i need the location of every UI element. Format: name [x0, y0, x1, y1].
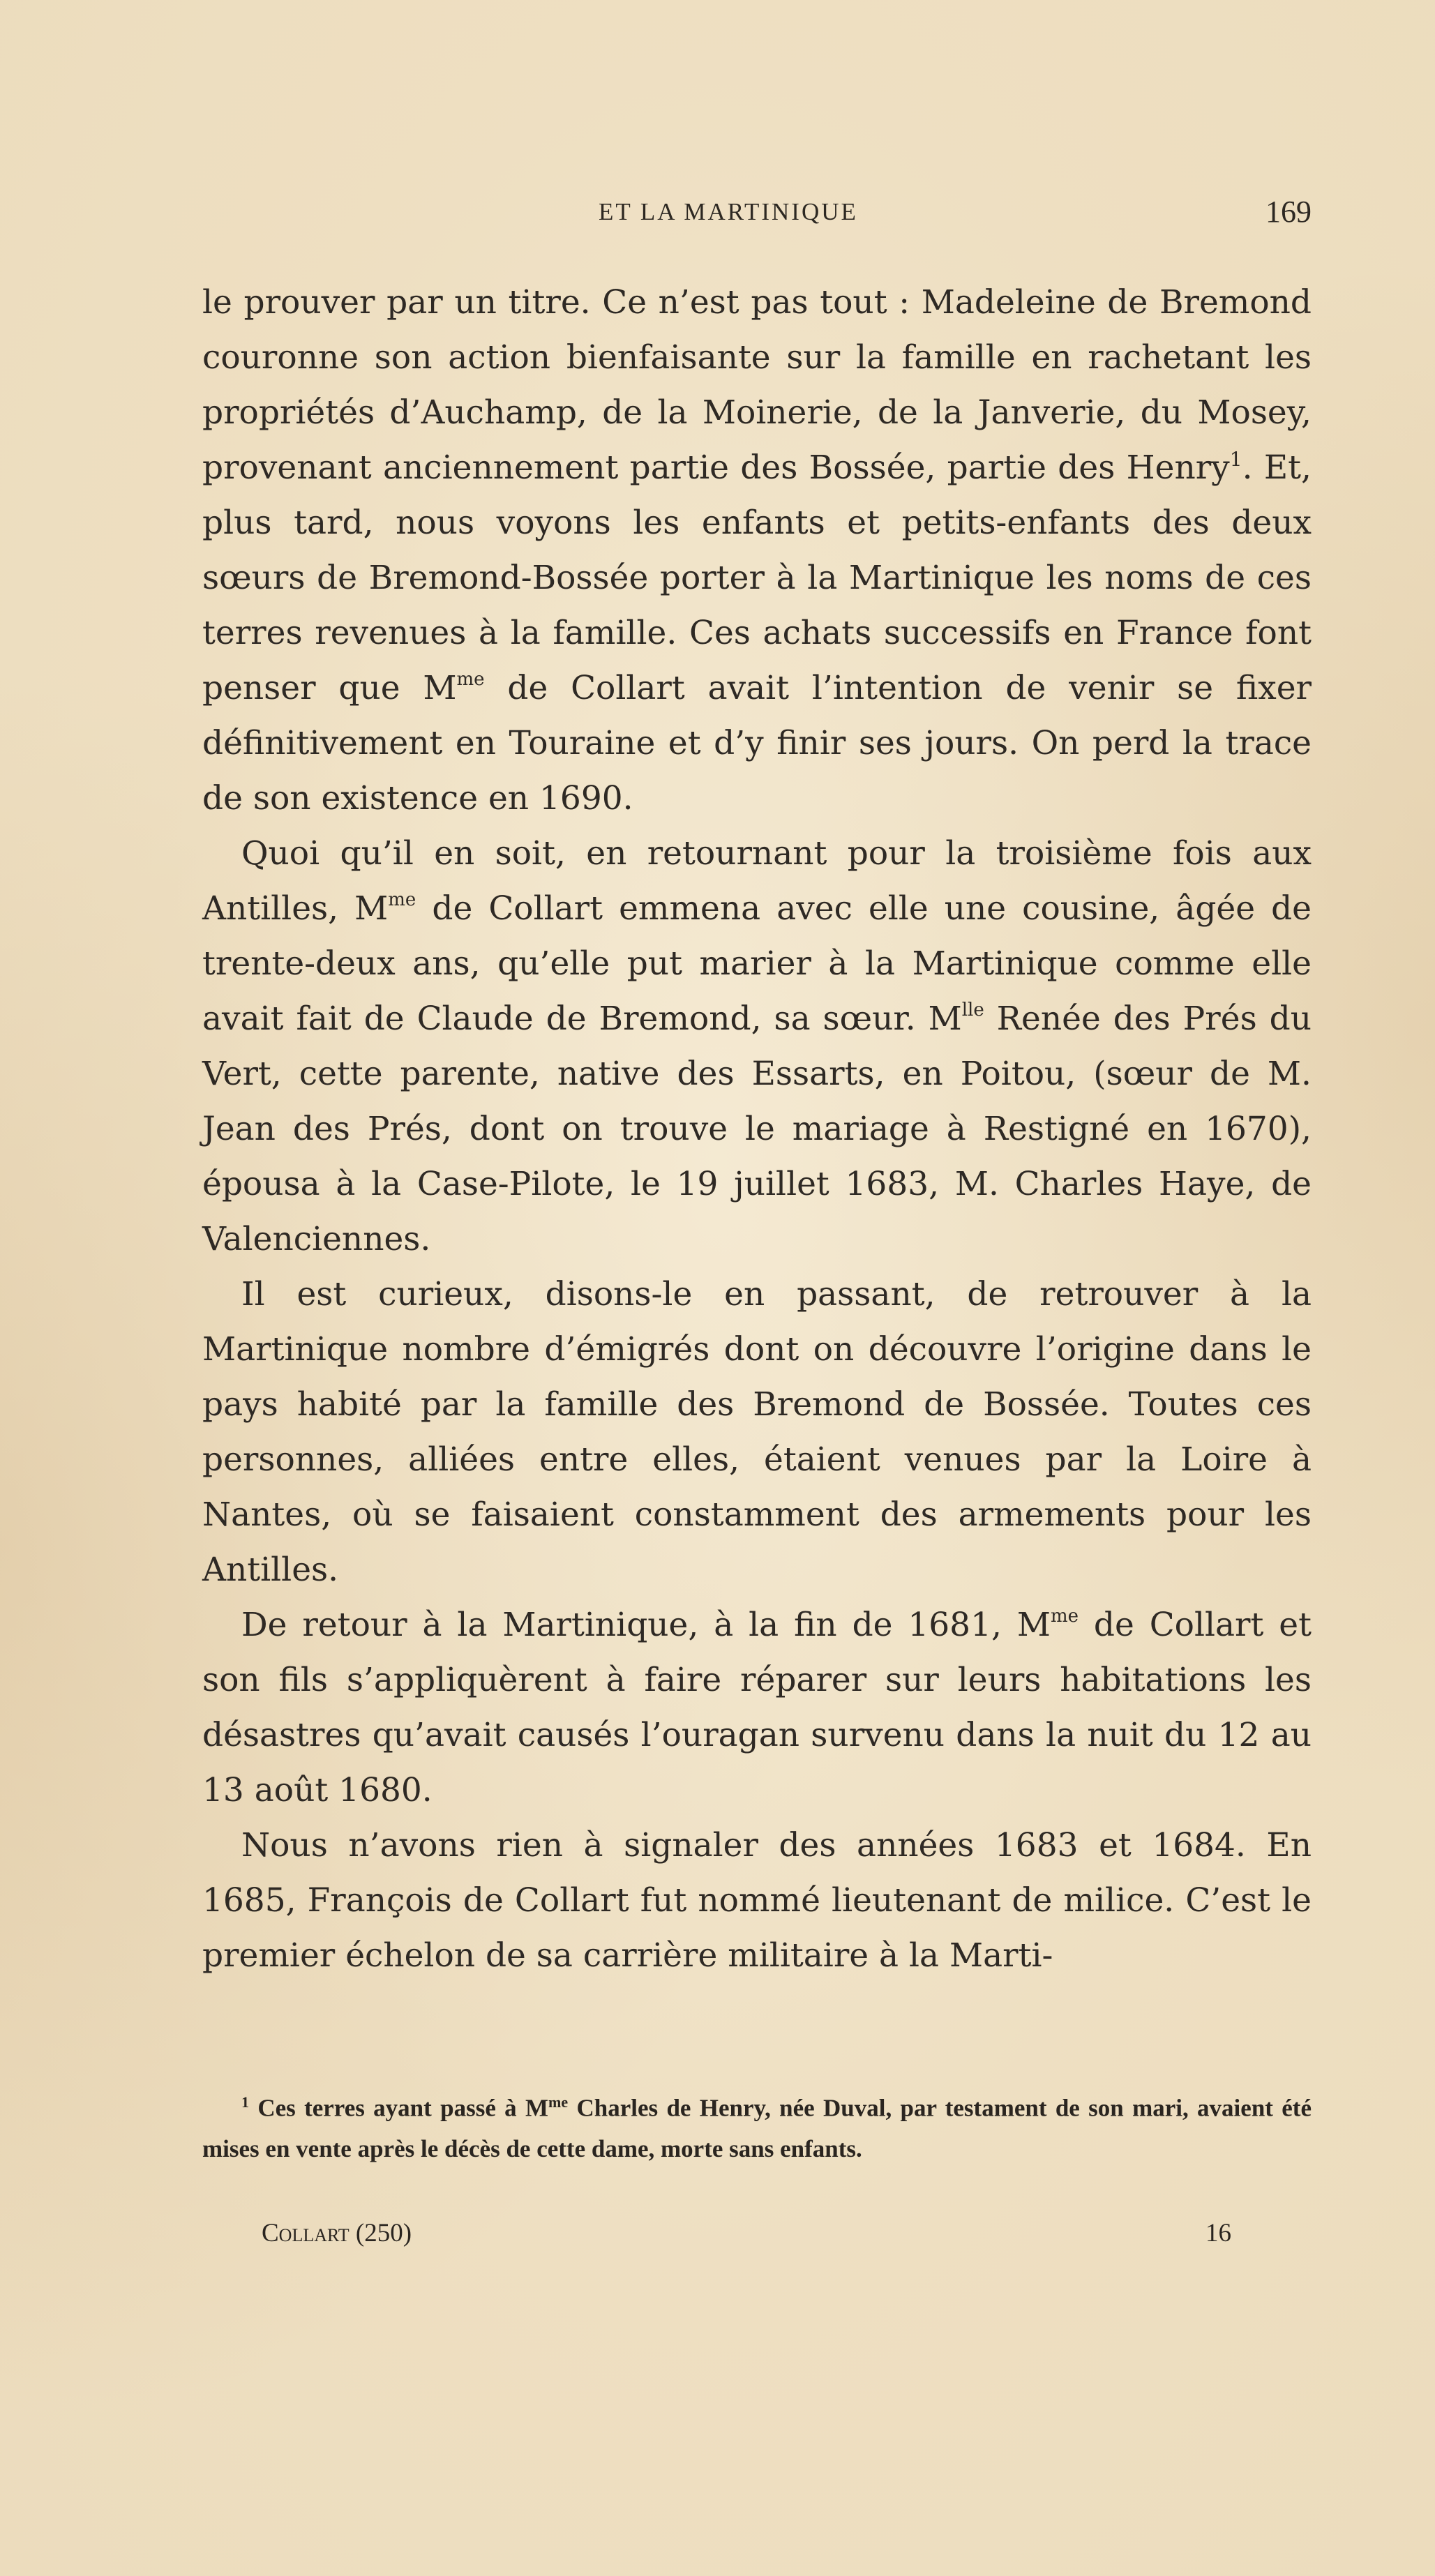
signature-left: Collart (250) [262, 2219, 412, 2247]
footnote-text-after: Charles de Henry, née Duval, par testament de son mari, avaient été mises en vente après le décès de cette dame, morte sans enfants. [202, 2094, 1312, 2162]
text-run: de Collart avait l’intention de venir se fixer définitivement en Touraine et d’y finir ses jours. On perd la trace de son existence en 1690. [202, 669, 1312, 818]
text-run: . Et, plus tard, nous voyons les enfants et petits-enfants des deux sœurs de Bremond-Bossée porter à la Martinique les noms de ces terres revenues à la famille. Ces achats successifs en France font penser que M [202, 449, 1312, 707]
footnote [202, 2082, 1312, 2169]
abbreviation-superscript: lle [961, 1000, 984, 1020]
running-head [202, 194, 1312, 236]
text-run: Renée des Prés du Vert, cette parente, native des Essarts, en Poitou, (sœur de M. Jean des Prés, dont on trouve le mariage à Restigné en 1670), épousa à la Case-Pilote, le 19 juillet 1683, M. Charles Haye, de Valenciennes. [202, 1000, 1312, 1258]
text-run: de Collart emmena avec elle une cousine, âgée de trente-deux ans, qu’elle put marier à la Martinique comme elle avait fait de Claude de Bremond, sa sœur. M [202, 889, 1312, 1038]
abbreviation-superscript: me [456, 669, 485, 690]
footnote-text-before: Ces terres ayant passé à M [249, 2094, 549, 2122]
paragraph [202, 1597, 1312, 1818]
paragraph [202, 1818, 1312, 1983]
text-run: De retour à la Martinique, à la fin de 1681, M [241, 1606, 1051, 1644]
running-title: ET LA MARTINIQUE [599, 198, 858, 225]
footnotes [202, 2082, 1312, 2169]
footnote-abbrev-sup: me [548, 2093, 569, 2111]
paragraph [202, 1267, 1312, 1597]
text-run: Il est curieux, disons-le en passant, de retrouver à la Martinique nombre d’émigrés dont on découvre l’origine dans le pays habité par la famille des Bremond de Bossée. Toutes ces personnes, alliées entre elles, étaient venues par la Loire à Nantes, où se faisaient constamment des armements pour les Antilles. [202, 1275, 1312, 1589]
paragraph [202, 826, 1312, 1267]
page-number: 169 [1265, 195, 1312, 229]
abbreviation-superscript: me [1050, 1606, 1079, 1627]
text-run: Nous n’avons rien à signaler des années 1683 et 1684. En 1685, François de Collart fut nommé lieutenant de milice. C’est le premier échelon de sa carrière militaire à la Marti- [202, 1826, 1312, 1975]
text-run: Quoi qu’il en soit, en retournant pour la troisième fois aux Antilles, M [202, 834, 1312, 928]
paragraph [202, 275, 1312, 826]
footnote-reference: 1 [1229, 448, 1242, 471]
signature-right: 16 [1205, 2219, 1231, 2247]
footnote-marker: 1 [241, 2093, 249, 2111]
abbreviation-superscript: me [388, 889, 416, 910]
text-run: de Collart et son fils s’appliquèrent à faire réparer sur leurs habitations les désastres qu’avait causés l’ouragan survenu dans la nuit du 12 au 13 août 1680. [202, 1606, 1312, 1809]
text-run: le prouver par un titre. Ce n’est pas tout : Madeleine de Bremond couronne son action bienfaisante sur la famille en rachetant les propriétés d’Auchamp, de la Moinerie, de la Janverie, du Mosey, provenant anciennement partie des Bossée, partie des Henry [202, 283, 1312, 487]
body-text [202, 275, 1312, 1983]
